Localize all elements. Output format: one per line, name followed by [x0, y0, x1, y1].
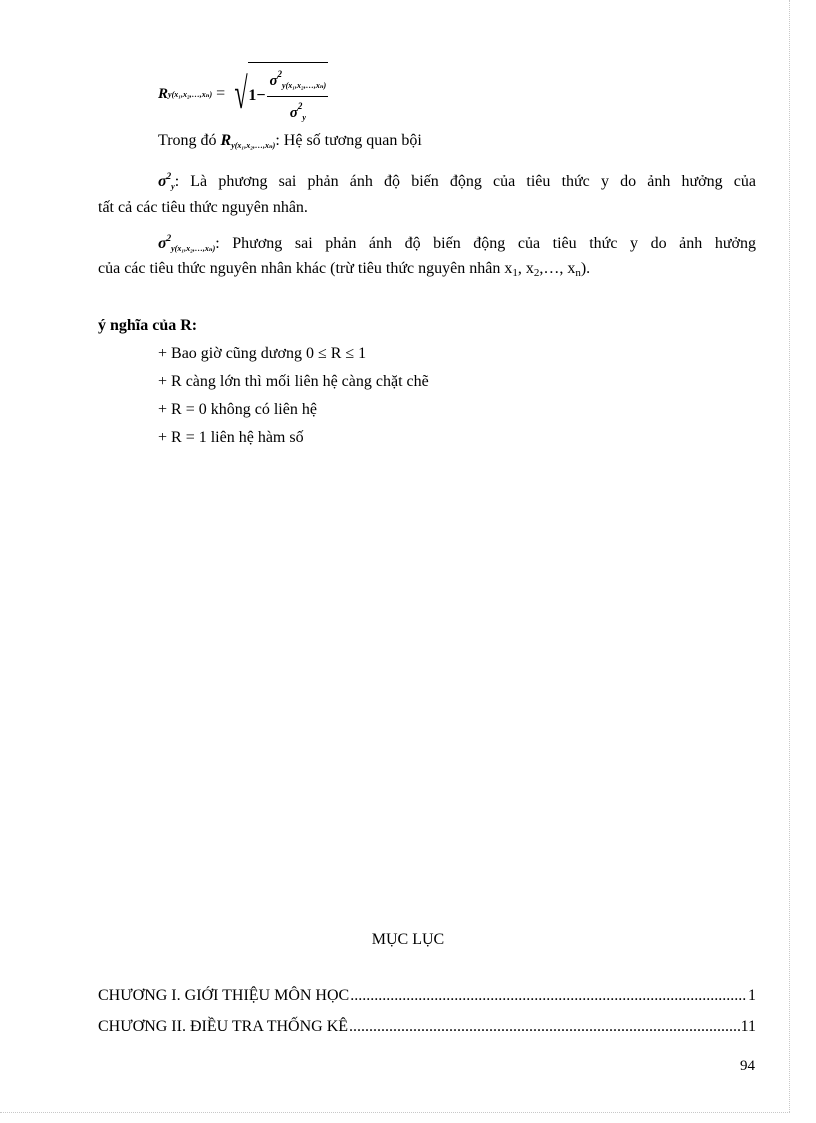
- formula-fraction: [267, 65, 328, 127]
- subscript-1: 1: [512, 267, 518, 279]
- sigma-yx-superscript: 2: [166, 233, 172, 243]
- definition-r-prefix: Trong đó: [158, 132, 221, 149]
- definition-r: [158, 131, 422, 156]
- subscript-n: n: [575, 267, 581, 279]
- formula-denominator-superscript: 2: [297, 100, 303, 111]
- sigma-y-symbol: σ: [158, 173, 167, 190]
- toc-entry[interactable]: [98, 1017, 756, 1037]
- multiple-correlation-formula: [158, 66, 328, 122]
- meaning-item: + R càng lớn thì mối liên hệ càng chặt chẽ: [158, 373, 429, 390]
- definition-sigma-y-line1: [158, 166, 756, 197]
- formula-numerator-symbol: σ: [269, 72, 278, 89]
- sigma-yx-text-line1: : Phương sai phản ánh độ biến động của tiêu thức y do ảnh hưởng: [215, 235, 756, 252]
- toc-leader-dots: [350, 986, 747, 1006]
- meaning-heading: ý nghĩa của R:: [98, 317, 198, 334]
- page-number: 94: [740, 1058, 755, 1074]
- subscript-2: 2: [533, 267, 540, 279]
- formula-denominator-symbol: σ: [289, 104, 298, 121]
- toc-title: MỤC LỤC: [371, 931, 445, 948]
- toc-entry[interactable]: [98, 986, 756, 1006]
- definition-sigma-yx-line2: [98, 259, 590, 283]
- formula-numerator-superscript: 2: [277, 68, 283, 79]
- meaning-item: + R = 0 không có liên hệ: [158, 401, 317, 418]
- toc-entry-page: 11: [740, 1018, 756, 1035]
- definition-sigma-y-line2: tất cả các tiêu thức nguyên nhân.: [98, 199, 308, 216]
- sigma-yx-text-line2-pre: của các tiêu thức nguyên nhân khác (trừ tiêu thức nguyên nhân x: [98, 260, 513, 277]
- formula-radicand: [248, 62, 328, 127]
- toc-entry-page: 1: [748, 987, 756, 1004]
- formula-denominator: [290, 97, 306, 127]
- sqrt-sign-icon: √: [234, 69, 248, 118]
- meaning-item: + R = 1 liên hệ hàm số: [158, 429, 304, 446]
- separator-2: ,…, x: [539, 260, 576, 277]
- toc-entry-label: CHƯƠNG II. ĐIỀU TRA THỐNG KÊ: [98, 1018, 349, 1035]
- sigma-yx-subscript: y(x₁,x₂,…,xₙ): [171, 244, 216, 253]
- page-edge-bottom: [0, 1112, 790, 1113]
- sigma-y-superscript: 2: [166, 171, 172, 181]
- formula-one-minus: 1−: [248, 86, 266, 104]
- formula-numerator: [267, 65, 328, 97]
- definition-r-text: : Hệ số tương quan bội: [275, 132, 422, 149]
- formula-numerator-subscript: y(x₁,x₂,…,xₙ): [282, 80, 327, 90]
- definition-sigma-yx-line1: [158, 228, 756, 259]
- sigma-y-subscript: y: [171, 182, 175, 191]
- formula-lhs-symbol: R: [158, 85, 169, 102]
- sigma-yx-text-line2-post: ).: [580, 260, 591, 277]
- sigma-y-text-line1: : Là phương sai phản ánh độ biến động của tiêu thức y do ảnh hưởng của: [174, 173, 756, 190]
- formula-denominator-subscript: y: [302, 112, 306, 122]
- definition-r-subscript: y(x₁,x₂,…,xₙ): [231, 141, 276, 150]
- formula-equals: =: [216, 85, 226, 102]
- separator-1: , x: [517, 260, 534, 277]
- definition-r-symbol: R: [220, 132, 232, 149]
- toc-entry-label: CHƯƠNG I. GIỚI THIỆU MÔN HỌC: [98, 987, 350, 1004]
- meaning-item: + Bao giờ cũng dương 0 ≤ R ≤ 1: [158, 345, 367, 362]
- sigma-yx-symbol: σ: [158, 235, 167, 252]
- toc-leader-dots: [349, 1017, 740, 1037]
- formula-lhs-subscript: y(x₁,x₂,…,xₙ): [168, 90, 213, 99]
